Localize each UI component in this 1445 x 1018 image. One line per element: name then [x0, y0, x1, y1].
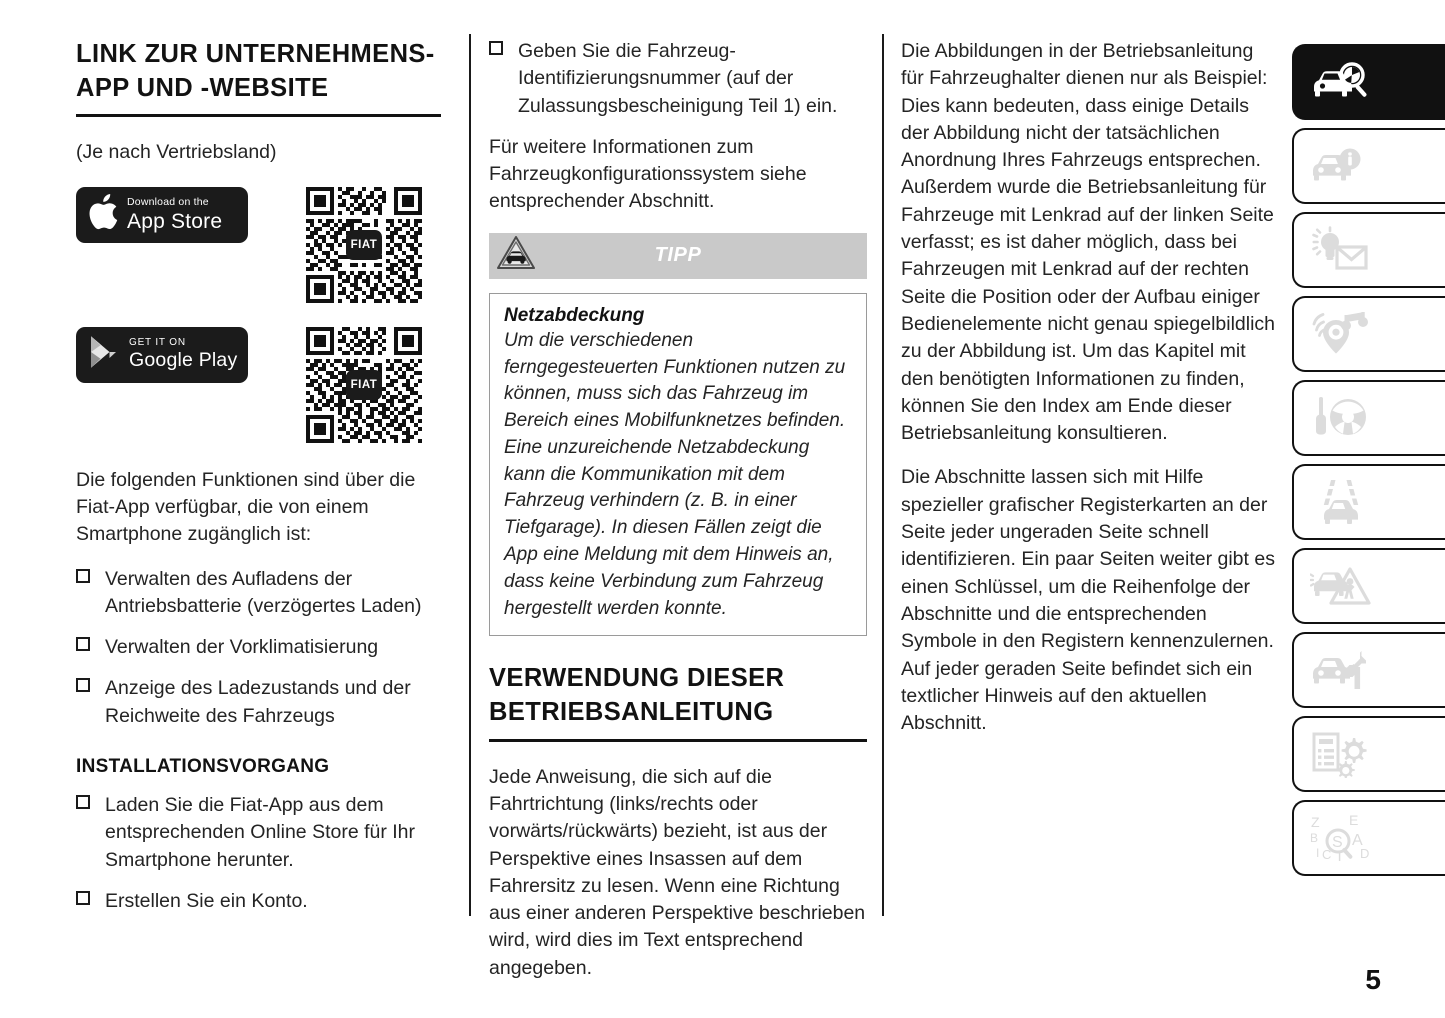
square-bullet-icon	[76, 678, 90, 692]
sidebar-tab-navigation-media[interactable]	[1292, 296, 1445, 372]
specifications-gears-icon	[1310, 730, 1372, 778]
column-divider-left	[469, 34, 471, 916]
sidebar-tab-vehicle-info[interactable]	[1292, 128, 1445, 204]
availability-note: (Je nach Vertriebsland)	[76, 141, 277, 164]
list-item	[76, 634, 441, 661]
installation-steps-list	[76, 792, 441, 915]
lane-assist-car-icon	[1310, 478, 1372, 526]
tip-callout-body	[489, 293, 867, 637]
steering-wheel-gearshift-icon	[1310, 395, 1372, 441]
list-item	[76, 792, 441, 874]
car-with-magnifier-icon	[1310, 59, 1372, 105]
section-tabs-explanation-paragraph: Die Abschnitte lassen sich mit Hilfe spezieller grafischer Registerkarten an der Seite jeder ungeraden Seite schnell identifizieren. Ein paar Seiten weiter gibt es einen Schlüssel, um die Reihenfolge der Abschnitte und die entsprechenden Symbole in den Registern kennenzulernen. Auf jeder geraden Seite befindet sich ein textlicher Hinweis auf den aktuellen Abschnitt.	[901, 466, 1275, 735]
svg-text:D: D	[1360, 846, 1370, 861]
square-bullet-icon	[76, 637, 90, 651]
fiat-logo-appstore-qr: FIAT	[346, 230, 382, 260]
svg-text:T: T	[1335, 848, 1345, 862]
app-functions-intro: Die folgenden Funktionen sind über die Fiat-App verfügbar, die von einem Smartphone zugänglich ist:	[76, 468, 416, 546]
car-with-info-icon	[1310, 143, 1372, 189]
svg-text:S: S	[1332, 834, 1343, 851]
illustrations-disclaimer-paragraph: Die Abbildungen in der Betriebsanleitung für Fahrzeughalter dienen nur als Beispiel: Dies kann bedeuten, dass einige Details der Abbildung nicht der tatsächlichen Anordnung Ihres Fahrzeugs entsprechen. Außerdem wurde die Betriebsanleitung für Fahrzeuge mit Lenkrad auf der linken Seite verfasst; es ist daher möglich, dass bei Fahrzeugen mit Lenkrad auf der rechten Seite die Position oder der Aufbau einiger Bedienelemente nicht genau spiegelbildlich zu der Abbildung ist. Um das Kapitel mit den benötigten Informationen zu finden, können Sie den Index am Ende dieser Betriebsanleitung konsultieren.	[901, 40, 1276, 445]
app-store-row	[76, 187, 441, 303]
title-underline	[76, 114, 441, 117]
sidebar-tab-specifications[interactable]	[1292, 716, 1445, 792]
app-store-badge-main-label: App Store	[127, 209, 223, 233]
google-play-badge-small-label: GET IT ON	[129, 337, 186, 349]
sidebar-tab-driving-assistance[interactable]	[1292, 464, 1445, 540]
sidebar-tab-vehicle-overview[interactable]	[1292, 44, 1445, 120]
sidebar-tab-maintenance[interactable]	[1292, 632, 1445, 708]
google-play-qr-code[interactable]	[306, 327, 422, 443]
sidebar-tab-driving-controls[interactable]	[1292, 380, 1445, 456]
list-item	[489, 38, 867, 120]
column-divider-right	[882, 34, 884, 916]
square-bullet-icon	[76, 569, 90, 583]
apple-icon	[88, 194, 118, 235]
list-item-label: Verwalten der Vorklimatisierung	[105, 636, 379, 659]
store-badges-group	[76, 187, 441, 443]
square-bullet-icon	[76, 891, 90, 905]
google-play-badge[interactable]	[76, 327, 248, 383]
list-item-label: Erstellen Sie ein Konto.	[105, 889, 308, 912]
sidebar-tab-climate-signals[interactable]	[1292, 212, 1445, 288]
svg-text:I: I	[1316, 846, 1320, 860]
section-title-app-link: LINK ZUR UNTERNEHMENS-APP UND -WEBSITE	[76, 40, 435, 102]
svg-text:A: A	[1352, 832, 1363, 849]
sidebar-tab-emergency[interactable]	[1292, 548, 1445, 624]
climate-lamp-envelope-icon	[1310, 226, 1372, 274]
app-store-qr-code[interactable]	[306, 187, 422, 303]
app-functions-list	[76, 566, 441, 730]
svg-text:Z: Z	[1311, 814, 1320, 830]
square-bullet-icon	[489, 41, 503, 55]
installation-heading: INSTALLATIONSVORGANG	[76, 755, 330, 777]
tip-title: Netzabdeckung	[504, 304, 645, 326]
google-play-row	[76, 327, 441, 443]
list-item	[76, 566, 441, 621]
square-bullet-icon	[76, 795, 90, 809]
car-maintenance-wrench-icon	[1310, 647, 1372, 693]
title-underline	[489, 739, 867, 742]
manual-usage-paragraph: Jede Anweisung, die sich auf die Fahrtrichtung (links/rechts oder vorwärts/rückwärts) bezieht, ist aus der Perspektive eines Insassen auf dem Fahrersitz zu lesen. Wenn eine Richtung aus einer anderen Perspektive beschrieben wird, wird dies im Text entsprechend angegeben.	[489, 765, 866, 979]
page-number: 5	[1365, 964, 1381, 995]
svg-text:E: E	[1349, 814, 1359, 828]
index-alphabet-magnifier-icon	[1310, 814, 1376, 862]
tip-label: TIPP	[654, 244, 702, 267]
sidebar-tab-index[interactable]	[1292, 800, 1445, 876]
app-store-badge[interactable]	[76, 187, 248, 243]
middle-column	[489, 38, 867, 999]
svg-text:C: C	[1322, 847, 1332, 862]
installation-steps-continued	[489, 38, 867, 120]
list-item-label: Laden Sie die Fiat-App aus dem entsprechenden Online Store für Ihr Smartphone herunter.	[105, 793, 416, 871]
tip-callout-header	[489, 233, 867, 279]
list-item-label: Geben Sie die Fahrzeug-Identifizierungsnummer (auf der Zulassungsbescheinigung Teil 1) ein.	[518, 40, 838, 117]
emergency-warning-triangle-icon	[1310, 563, 1372, 609]
section-title-manual-usage: VERWENDUNG DIESER BETRIEBSANLEITUNG	[489, 664, 785, 727]
app-store-badge-small-label: Download on the	[127, 196, 209, 209]
fiat-logo-googleplay-qr: FIAT	[346, 370, 382, 400]
svg-text:B: B	[1310, 831, 1319, 845]
section-tab-strip	[1292, 44, 1445, 884]
google-play-icon	[88, 334, 120, 375]
tip-text: Um die verschiedenen ferngegesteuerten Funktionen nutzen zu können, muss sich das Fahrzeug im Bereich eines Mobilfunknetzes befinden. Eine unzureichende Netzabdeckung kann die Kommunikation mit dem Fahrzeug verhindern (z. B. in einer Tiefgarage). In diesen Fällen zeigt die App eine Meldung mit dem Hinweis an, dass keine Verbindung zum Fahrzeug hergestellt werden konnte.	[504, 329, 846, 619]
list-item	[76, 888, 441, 915]
more-info-paragraph: Für weitere Informationen zum Fahrzeugkonfigurationssystem siehe entsprechender Abschnitt.	[489, 135, 807, 213]
list-item-label: Verwalten des Aufladens der Antriebsbatterie (verzögertes Laden)	[105, 567, 422, 617]
left-column	[76, 38, 441, 929]
google-play-badge-main-label: Google Play	[129, 349, 238, 372]
right-column	[901, 38, 1281, 754]
list-item	[76, 675, 441, 730]
navigation-media-icon	[1310, 310, 1372, 358]
list-item-label: Anzeige des Ladezustands und der Reichweite des Fahrzeugs	[105, 677, 411, 727]
